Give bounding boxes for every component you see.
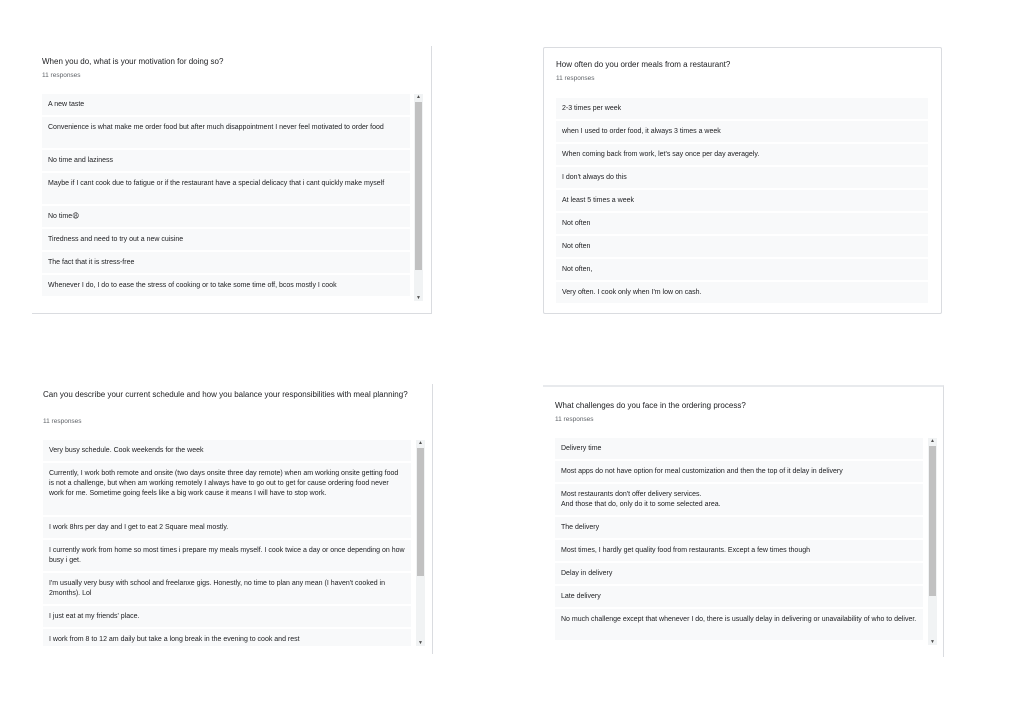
scrollbar-thumb[interactable]: [415, 102, 422, 270]
scrollbar-thumb[interactable]: [417, 448, 424, 576]
response-count: 11 responses: [555, 416, 594, 423]
scroll-up-icon[interactable]: ▲: [416, 94, 421, 100]
response-item: No much challenge except that whenever I do, there is usually delay in delivering or unavailability of who to deliver.: [555, 609, 923, 640]
response-item: Whenever I do, I do to ease the stress of cooking or to take some time off, bcos mostly I cook: [42, 275, 410, 296]
response-item: Delivery time: [555, 438, 923, 459]
question-title: Can you describe your current schedule and how you balance your responsibilities with meal planning?: [43, 390, 408, 399]
response-card-frequency: [543, 47, 942, 314]
response-item: Most times, I hardly get quality food from restaurants. Except a few times though: [555, 540, 923, 561]
response-item: Late delivery: [555, 586, 923, 607]
response-card-schedule: [32, 384, 433, 654]
scroll-down-icon[interactable]: ▼: [418, 640, 423, 646]
scroll-up-icon[interactable]: ▲: [930, 438, 935, 444]
scroll-down-icon[interactable]: ▼: [930, 639, 935, 645]
response-list[interactable]: [555, 438, 923, 645]
scrollbar-thumb[interactable]: [929, 446, 936, 596]
question-title: What challenges do you face in the ordering process?: [555, 401, 746, 410]
response-item: A new taste: [42, 94, 410, 115]
response-item: 2-3 times per week: [556, 98, 928, 119]
response-item: Very often. I cook only when I'm low on cash.: [556, 282, 928, 303]
response-count: 11 responses: [556, 75, 595, 82]
response-item: I work from 8 to 12 am daily but take a long break in the evening to cook and rest: [43, 629, 411, 646]
response-count: 11 responses: [42, 72, 81, 79]
scrollbar[interactable]: [414, 94, 423, 301]
scroll-down-icon[interactable]: ▼: [416, 295, 421, 301]
response-item: Maybe if I cant cook due to fatigue or if the restaurant have a special delicacy that i cant quickly make myself: [42, 173, 410, 204]
response-item: No time and laziness: [42, 150, 410, 171]
response-item: when I used to order food, it always 3 times a week: [556, 121, 928, 142]
scrollbar[interactable]: [928, 438, 937, 645]
response-item: Tiredness and need to try out a new cuisine: [42, 229, 410, 250]
question-title: When you do, what is your motivation for doing so?: [42, 57, 224, 66]
response-item: Delay in delivery: [555, 563, 923, 584]
response-item: Most apps do not have option for meal customization and then the top of it delay in delivery: [555, 461, 923, 482]
question-title: How often do you order meals from a restaurant?: [556, 60, 731, 69]
response-count: 11 responses: [43, 418, 82, 425]
response-item: I don't always do this: [556, 167, 928, 188]
response-list[interactable]: [43, 440, 411, 646]
response-item: The delivery: [555, 517, 923, 538]
response-item: The fact that it is stress-free: [42, 252, 410, 273]
response-list[interactable]: [42, 94, 410, 301]
scroll-up-icon[interactable]: ▲: [418, 440, 423, 446]
response-item: No time😩: [42, 206, 410, 227]
response-item: Not often: [556, 236, 928, 257]
response-list[interactable]: [556, 98, 928, 304]
response-item: At least 5 times a week: [556, 190, 928, 211]
response-item: I work 8hrs per day and I get to eat 2 Square meal mostly.: [43, 517, 411, 538]
response-item: Currently, I work both remote and onsite (two days onsite three day remote) when am working onsite getting food is not a challenge, but when am working remotely I always have to go out to get for cause ordering food never work for me. Sometime going feels like a big work cause it means I will have to stop work.: [43, 463, 411, 515]
response-item: Not often: [556, 213, 928, 234]
response-item: Convenience is what make me order food but after much disappointment I never feel motivated to order food: [42, 117, 410, 148]
response-item: Not often,: [556, 259, 928, 280]
response-item: Very busy schedule. Cook weekends for the week: [43, 440, 411, 461]
response-item: I'm usually very busy with school and freelanxe gigs. Honestly, no time to plan any mean (I haven't cooked in 2months). Lol: [43, 573, 411, 604]
response-item: I currently work from home so most times i prepare my meals myself. I cook twice a day or once depending on how busy i get.: [43, 540, 411, 571]
response-item: I just eat at my friends' place.: [43, 606, 411, 627]
response-item: When coming back from work, let's say once per day averagely.: [556, 144, 928, 165]
scrollbar[interactable]: [416, 440, 425, 646]
response-item: Most restaurants don't offer delivery services. And those that do, only do it to some selected area.: [555, 484, 923, 515]
response-card-challenges: [543, 385, 944, 657]
response-card-motivation: [32, 46, 432, 314]
